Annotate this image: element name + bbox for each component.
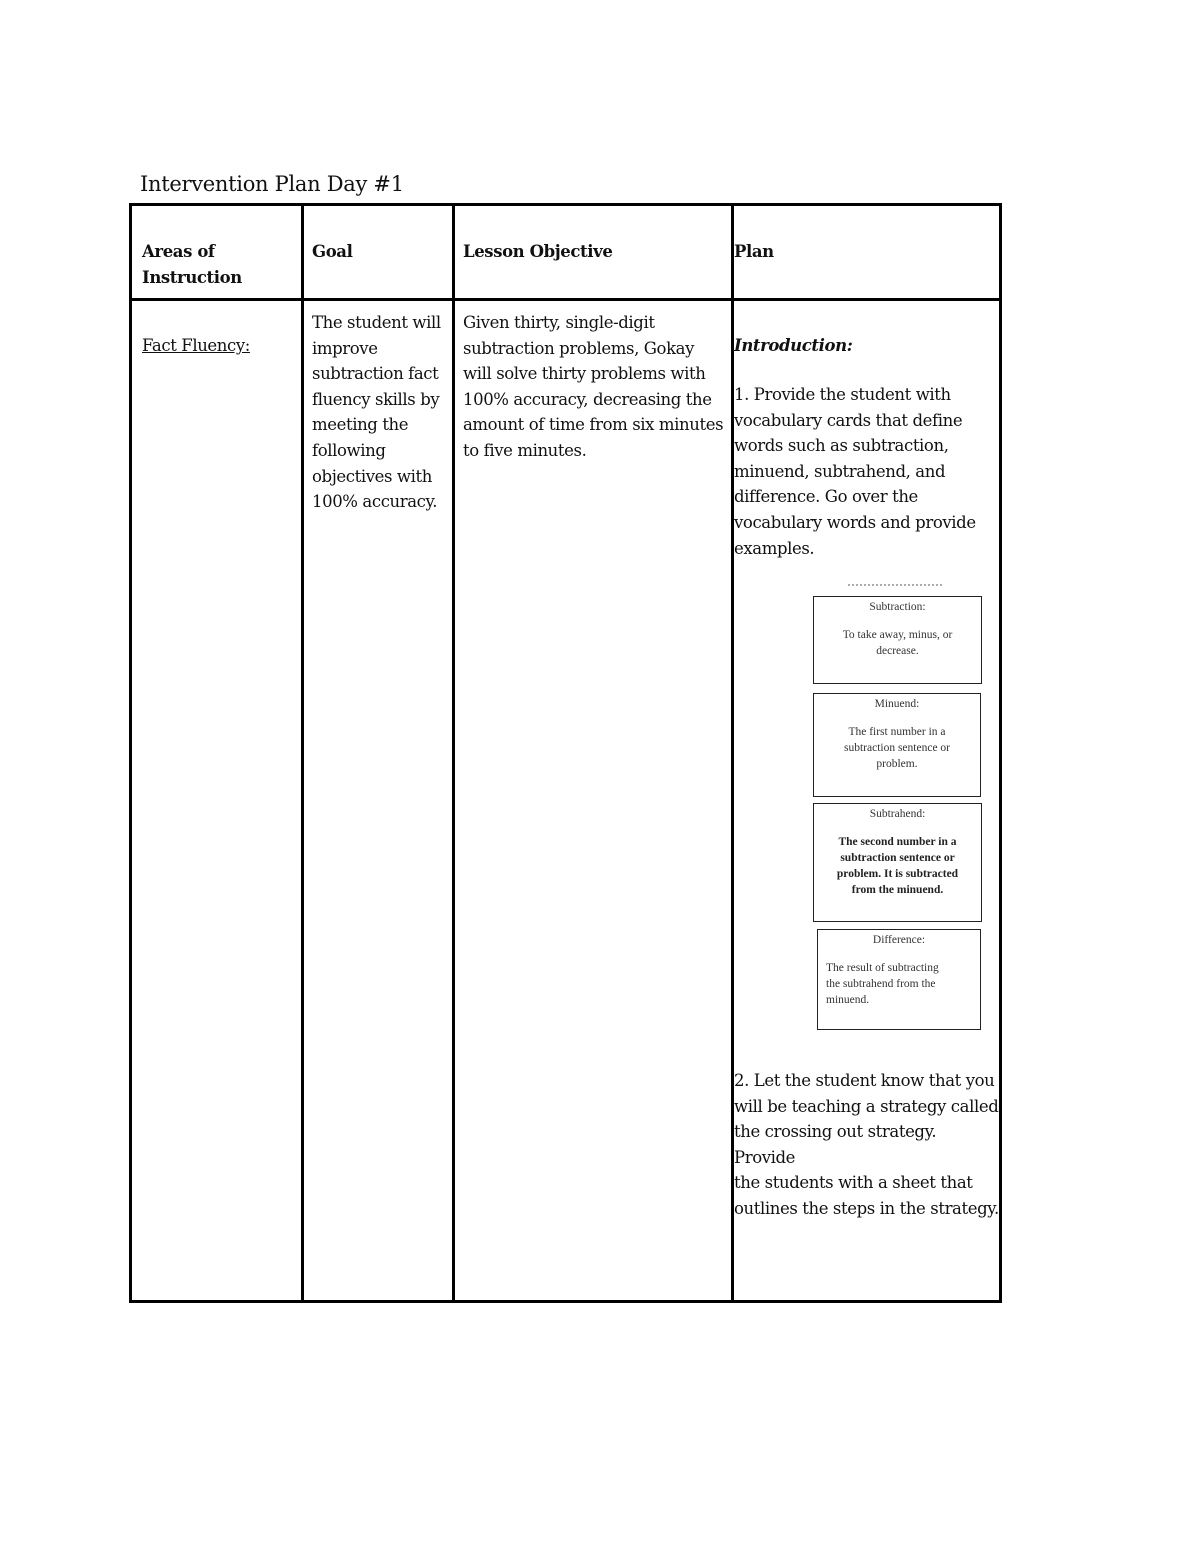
vocab-card-definition-line: subtraction sentence or xyxy=(840,852,955,864)
vocab-card-definition-line: decrease. xyxy=(876,645,919,657)
goal-line: following xyxy=(312,440,386,460)
vocab-card-definition-line: the subtrahend from the xyxy=(826,978,936,990)
vocab-card-definition-line: The first number in a xyxy=(848,726,946,738)
header-divider xyxy=(132,298,999,301)
plan-step-2-line: 2. Let the student know that you xyxy=(734,1071,995,1090)
objective-line: Given thirty, single-digit xyxy=(463,313,655,332)
vocab-card-difference xyxy=(817,929,981,1030)
objective-line: subtraction problems, Gokay xyxy=(463,338,695,358)
goal-line: The student will xyxy=(312,313,441,332)
plan-step-1-line: words such as subtraction, xyxy=(734,436,949,456)
goal-line: objectives with xyxy=(312,466,432,486)
vocab-card-term: Subtrahend: xyxy=(869,808,926,820)
goal-line: fluency skills by xyxy=(312,389,440,409)
plan-step-1-line: vocabulary cards that define xyxy=(734,410,963,430)
plan-introduction-label: Introduction: xyxy=(734,336,853,355)
vocab-card-definition xyxy=(814,724,980,772)
objective-line: amount of time from six minutes xyxy=(463,415,724,435)
cropped-image-edge xyxy=(848,578,942,586)
vocab-card-definition-line: problem. xyxy=(876,758,918,770)
vocab-card-term: Difference: xyxy=(872,934,926,946)
vocab-card-subtrahend xyxy=(813,803,982,922)
objective-line: will solve thirty problems with xyxy=(463,364,706,384)
vocab-card-definition-line: The second number in a xyxy=(838,836,957,848)
header-areas-of-instruction xyxy=(142,239,242,290)
plan-step-1-line: 1. Provide the student with xyxy=(734,385,951,404)
area-fact-fluency: Fact Fluency: xyxy=(142,336,250,355)
lesson-objective-text xyxy=(463,310,727,464)
plan-step-1-line: examples. xyxy=(734,538,815,558)
header-areas-line-1: Areas of xyxy=(142,242,215,261)
vocab-card-term: Subtraction: xyxy=(869,601,926,613)
vocab-card-definition xyxy=(818,960,980,1008)
vocab-card-definition-line: The result of subtracting xyxy=(826,962,939,974)
objective-line: to five minutes. xyxy=(463,440,587,460)
header-plan: Plan xyxy=(734,242,774,261)
vocab-card-definition-line: from the minuend. xyxy=(851,884,944,896)
vocab-card-definition-line: subtraction sentence or xyxy=(843,742,950,754)
vocab-card-definition xyxy=(814,627,981,659)
plan-step-2 xyxy=(734,1068,1002,1222)
plan-step-2-line: the students with a sheet that xyxy=(734,1173,973,1193)
plan-step-2-line: will be teaching a strategy called xyxy=(734,1096,999,1116)
header-areas-line-2: Instruction xyxy=(142,267,242,287)
goal-line: subtraction fact xyxy=(312,364,439,384)
vocab-card-subtraction xyxy=(813,596,982,684)
document-title: Intervention Plan Day #1 xyxy=(140,172,404,196)
vocab-card-definition-line: To take away, minus, or xyxy=(842,629,953,641)
vocab-card-term: Minuend: xyxy=(874,698,920,710)
column-divider xyxy=(301,206,304,1300)
plan-step-1 xyxy=(734,382,1002,561)
goal-text xyxy=(312,310,448,515)
goal-line: improve xyxy=(312,338,378,358)
header-lesson-objective: Lesson Objective xyxy=(463,242,613,261)
goal-line: meeting the xyxy=(312,415,409,435)
plan-step-1-line: minuend, subtrahend, and xyxy=(734,461,946,481)
vocab-card-minuend xyxy=(813,693,981,797)
goal-line: 100% accuracy. xyxy=(312,492,438,512)
vocab-card-definition-line: minuend. xyxy=(826,994,870,1006)
objective-line: 100% accuracy, decreasing the xyxy=(463,389,712,409)
plan-step-2-line: outlines the steps in the strategy. xyxy=(734,1198,999,1218)
plan-step-1-line: vocabulary words and provide xyxy=(734,512,976,532)
plan-step-1-line: difference. Go over the xyxy=(734,487,918,507)
header-goal: Goal xyxy=(312,242,353,261)
vocab-card-definition-line: problem. It is subtracted xyxy=(836,868,959,880)
plan-step-2-line: the crossing out strategy. Provide xyxy=(734,1122,937,1167)
column-divider xyxy=(452,206,455,1300)
vocab-card-definition xyxy=(814,834,981,898)
